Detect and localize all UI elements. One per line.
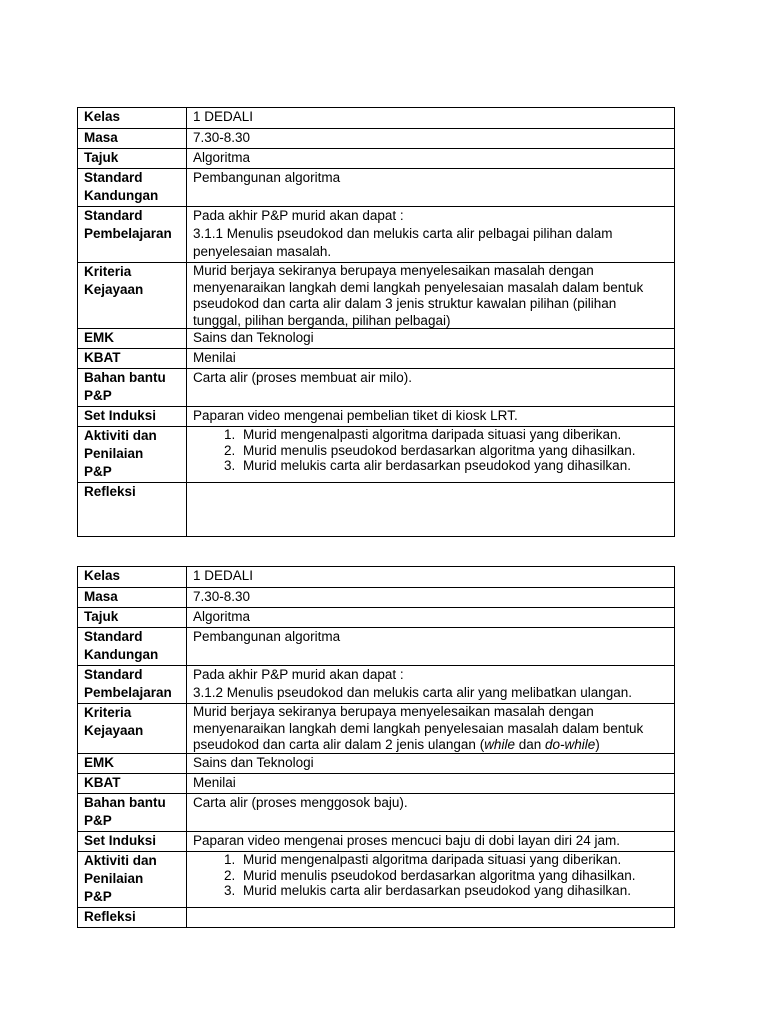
- label-kbat: KBAT: [78, 774, 187, 794]
- label-line: P&P: [84, 464, 112, 479]
- label-standard-kandungan: [78, 628, 187, 666]
- value-emk: Sains dan Teknologi: [187, 329, 675, 349]
- row-standard-kandungan: [78, 169, 675, 207]
- kk-line: menyenaraikan langkah demi langkah penyelesaian masalah dalam bentuk: [193, 720, 644, 736]
- label-line: P&P: [84, 388, 112, 403]
- kk-line: Murid berjaya sekiranya berupaya menyelesaikan masalah dengan: [193, 704, 594, 719]
- label-line: Kandungan: [84, 647, 159, 662]
- value-aktiviti: [187, 427, 675, 483]
- lesson-plan-table-2: [77, 566, 675, 928]
- sp-intro: Pada akhir P&P murid akan dapat :: [193, 208, 404, 223]
- row-aktiviti: [78, 852, 675, 908]
- value-standard-pembelajaran: [187, 207, 675, 263]
- row-standard-pembelajaran: [78, 207, 675, 263]
- sp-line: 3.1.2 Menulis pseudokod dan melukis carta alir yang melibatkan ulangan.: [193, 685, 633, 700]
- list-item: 2. Murid menulis pseudokod berdasarkan algoritma yang dihasilkan.: [239, 443, 668, 459]
- row-tajuk: [78, 608, 675, 628]
- value-standard-pembelajaran: [187, 666, 675, 704]
- sp-line: 3.1.1 Menulis pseudokod dan melukis carta alir pelbagai pilihan dalam: [193, 226, 613, 241]
- value-masa: 7.30-8.30: [187, 129, 675, 149]
- kk-line: [193, 737, 668, 753]
- label-masa: Masa: [78, 588, 187, 608]
- kk-keyword-while: while: [484, 737, 515, 752]
- row-refleksi: [78, 908, 675, 928]
- row-kelas: [78, 567, 675, 588]
- label-tajuk: Tajuk: [78, 608, 187, 628]
- kk-text: ): [595, 737, 600, 752]
- value-kbat: Menilai: [187, 774, 675, 794]
- label-line: Penilaian: [84, 871, 144, 886]
- label-line: P&P: [84, 889, 112, 904]
- label-kelas: Kelas: [78, 567, 187, 588]
- label-line: Kejayaan: [84, 282, 144, 297]
- row-kbat: [78, 774, 675, 794]
- sp-intro: Pada akhir P&P murid akan dapat :: [193, 667, 404, 682]
- value-emk: Sains dan Teknologi: [187, 754, 675, 774]
- value-set-induksi: Paparan video mengenai pembelian tiket di kiosk LRT.: [187, 407, 675, 427]
- value-standard-kandungan: Pembangunan algoritma: [187, 628, 675, 666]
- value-kelas: 1 DEDALI: [187, 108, 675, 129]
- row-refleksi: [78, 483, 675, 537]
- label-line: Pembelajaran: [84, 685, 172, 700]
- row-masa: [78, 588, 675, 608]
- label-line: Kandungan: [84, 188, 159, 203]
- row-bahan-bantu: [78, 794, 675, 832]
- label-bahan-bantu: [78, 794, 187, 832]
- label-standard-pembelajaran: [78, 666, 187, 704]
- value-bahan-bantu: Carta alir (proses membuat air milo).: [187, 369, 675, 407]
- kk-keyword-do-while: do-while: [544, 737, 596, 752]
- row-emk: [78, 329, 675, 349]
- label-kelas: Kelas: [78, 108, 187, 129]
- lesson-plan-table-1: [77, 107, 675, 537]
- label-refleksi: Refleksi: [78, 908, 187, 928]
- row-emk: [78, 754, 675, 774]
- row-bahan-bantu: [78, 369, 675, 407]
- row-set-induksi: [78, 832, 675, 852]
- label-line: Kriteria: [84, 705, 132, 720]
- label-set-induksi: Set Induksi: [78, 832, 187, 852]
- list-item: 3. Murid melukis carta alir berdasarkan pseudokod yang dihasilkan.: [239, 458, 668, 474]
- kk-text: pseudokod dan carta alir dalam 2 jenis ulangan (: [193, 737, 485, 752]
- row-set-induksi: [78, 407, 675, 427]
- label-line: Pembelajaran: [84, 226, 172, 241]
- value-masa: 7.30-8.30: [187, 588, 675, 608]
- value-bahan-bantu: Carta alir (proses menggosok baju).: [187, 794, 675, 832]
- label-kriteria-kejayaan: [78, 704, 187, 754]
- value-refleksi: [187, 483, 675, 537]
- value-aktiviti: [187, 852, 675, 908]
- label-line: Standard: [84, 170, 143, 185]
- kk-line: Murid berjaya sekiranya berupaya menyelesaikan masalah dengan: [193, 263, 594, 278]
- label-line: Standard: [84, 208, 143, 223]
- row-kbat: [78, 349, 675, 369]
- row-aktiviti: [78, 427, 675, 483]
- list-item: 1. Murid mengenalpasti algoritma daripada situasi yang diberikan.: [239, 852, 668, 868]
- label-line: Kriteria: [84, 264, 132, 279]
- kk-line: tunggal, pilihan berganda, pilihan pelbagai): [193, 312, 451, 328]
- row-kriteria-kejayaan: [78, 263, 675, 329]
- value-standard-kandungan: Pembangunan algoritma: [187, 169, 675, 207]
- value-kbat: Menilai: [187, 349, 675, 369]
- list-item: 3. Murid melukis carta alir berdasarkan pseudokod yang dihasilkan.: [239, 883, 668, 899]
- label-set-induksi: Set Induksi: [78, 407, 187, 427]
- label-emk: EMK: [78, 754, 187, 774]
- label-line: P&P: [84, 813, 112, 828]
- label-bahan-bantu: [78, 369, 187, 407]
- activity-list: [193, 427, 668, 474]
- value-tajuk: Algoritma: [187, 149, 675, 169]
- activity-list: [193, 852, 668, 899]
- label-standard-pembelajaran: [78, 207, 187, 263]
- row-tajuk: [78, 149, 675, 169]
- value-set-induksi: Paparan video mengenai proses mencuci baju di dobi layan diri 24 jam.: [187, 832, 675, 852]
- label-line: Kejayaan: [84, 723, 144, 738]
- row-standard-pembelajaran: [78, 666, 675, 704]
- label-emk: EMK: [78, 329, 187, 349]
- sp-line: penyelesaian masalah.: [193, 244, 332, 259]
- label-refleksi: Refleksi: [78, 483, 187, 537]
- list-item: 1. Murid mengenalpasti algoritma daripada situasi yang diberikan.: [239, 427, 668, 443]
- row-kriteria-kejayaan: [78, 704, 675, 754]
- label-tajuk: Tajuk: [78, 149, 187, 169]
- list-item: 2. Murid menulis pseudokod berdasarkan algoritma yang dihasilkan.: [239, 868, 668, 884]
- value-kriteria-kejayaan: [187, 704, 675, 754]
- label-aktiviti: [78, 852, 187, 908]
- label-line: Standard: [84, 629, 143, 644]
- kk-text: dan: [514, 737, 545, 752]
- label-line: Aktiviti dan: [84, 853, 157, 868]
- label-line: Bahan bantu: [84, 370, 166, 385]
- row-masa: [78, 129, 675, 149]
- label-line: Penilaian: [84, 446, 144, 461]
- label-aktiviti: [78, 427, 187, 483]
- label-kbat: KBAT: [78, 349, 187, 369]
- kk-line: menyenaraikan langkah demi langkah penyelesaian masalah dalam bentuk: [193, 279, 644, 295]
- row-standard-kandungan: [78, 628, 675, 666]
- label-line: Bahan bantu: [84, 795, 166, 810]
- kk-line: pseudokod dan carta alir dalam 3 jenis struktur kawalan pilihan (pilihan: [193, 296, 617, 311]
- row-kelas: [78, 108, 675, 129]
- value-tajuk: Algoritma: [187, 608, 675, 628]
- label-line: Standard: [84, 667, 143, 682]
- value-refleksi: [187, 908, 675, 928]
- label-standard-kandungan: [78, 169, 187, 207]
- value-kriteria-kejayaan: [187, 263, 675, 329]
- label-line: Aktiviti dan: [84, 428, 157, 443]
- label-masa: Masa: [78, 129, 187, 149]
- value-kelas: 1 DEDALI: [187, 567, 675, 588]
- label-kriteria-kejayaan: [78, 263, 187, 329]
